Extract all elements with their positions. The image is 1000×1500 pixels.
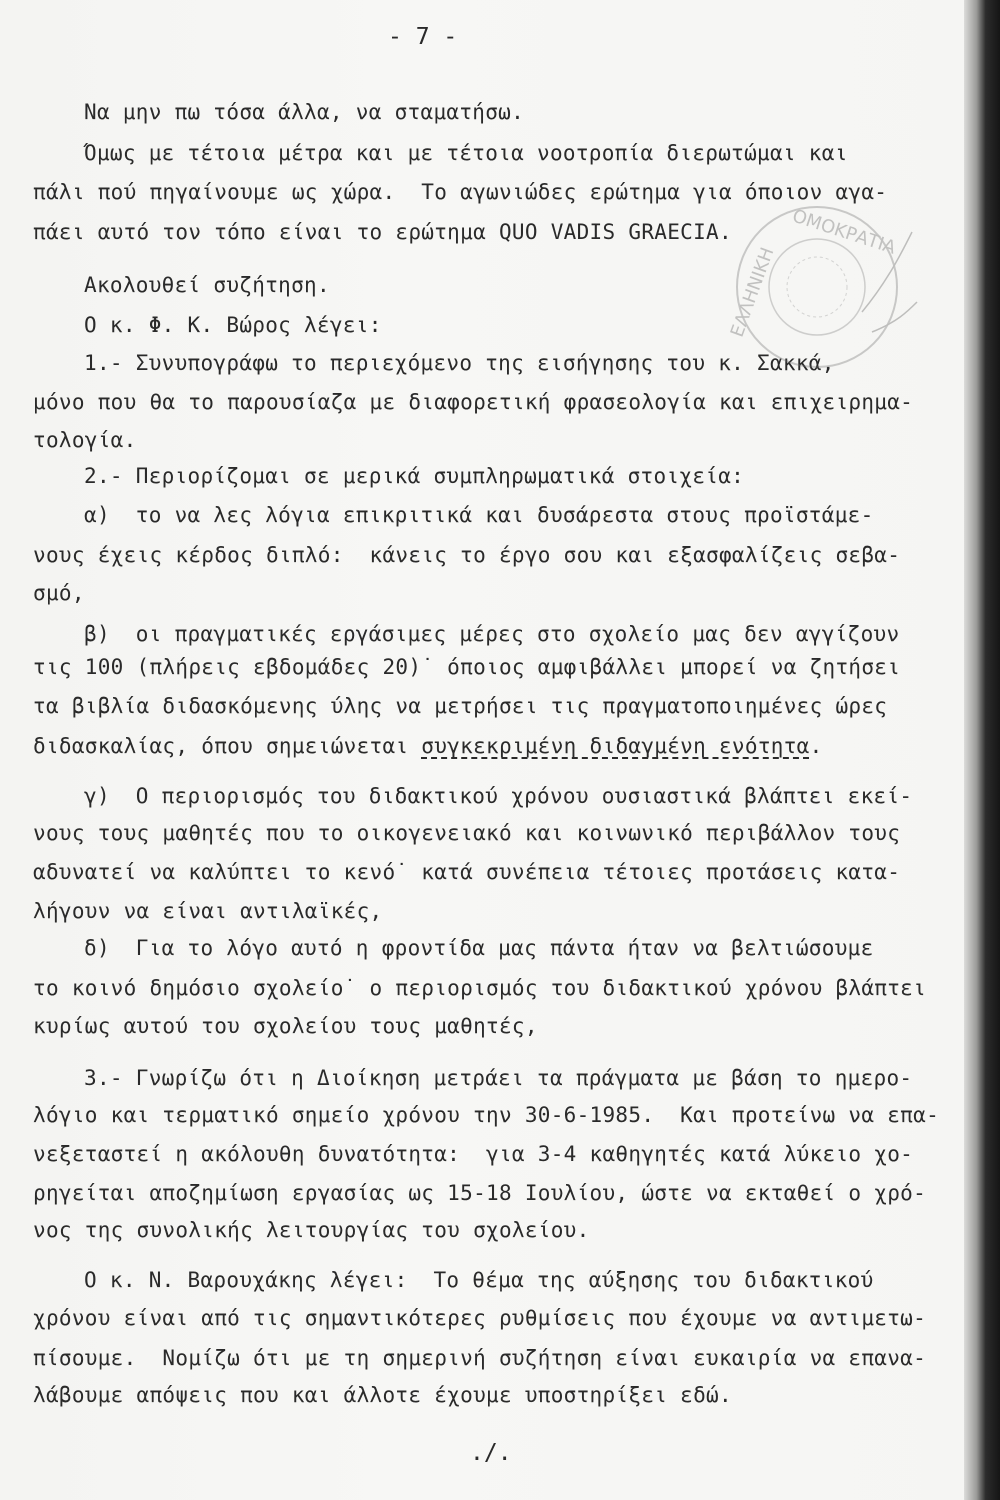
text-line: 3.- Γνωρίζω ότι η Διοίκηση μετράει τα πράγματα με βάση το ημερο- — [84, 1066, 913, 1090]
text-line: πάει αυτό τον τόπο είναι το ερώτημα QUO VADIS GRAECIA. — [33, 220, 732, 244]
svg-text:ΕΛΛΗΝΙΚΗ: ΕΛΛΗΝΙΚΗ — [726, 244, 779, 340]
text-line: νους έχεις κέρδος διπλό: κάνεις το έργο σου και εξασφαλίζεις σεβα- — [33, 543, 901, 567]
text-line: μόνο που θα το παρουσίαζα με διαφορετική φρασεολογία και επιχειρημα- — [33, 390, 914, 414]
text-line: τις 100 (πλήρεις εβδομάδες 20)˙ όποιος αμφιβάλλει μπορεί να ζητήσει — [33, 655, 901, 679]
svg-text:ΟΜΟΚΡΑΤΙΑ: ΟΜΟΚΡΑΤΙΑ — [789, 205, 899, 259]
text-line: Όμως με τέτοια μέτρα και με τέτοια νοοτροπία διερωτώμαι και — [84, 141, 848, 165]
text-line: ρηγείται αποζημίωση εργασίας ως 15-18 Ιουλίου, ώστε να εκταθεί ο χρό- — [33, 1181, 927, 1205]
text-line: γ) Ο περιορισμός του διδακτικού χρόνου ουσιαστικά βλάπτει εκεί- — [84, 784, 913, 808]
text-line: χρόνου είναι από τις σημαντικότερες ρυθμίσεις που έχουμε να αντιμετω- — [33, 1306, 927, 1330]
text-span: διδασκαλίας, όπου σημειώνεται — [33, 734, 422, 758]
text-line: δ) Για το λόγο αυτό η φροντίδα μας πάντα ήταν να βελτιώσουμε — [84, 936, 874, 960]
text-line: λάβουμε απόψεις που και άλλοτε έχουμε υποστηρίξει εδώ. — [33, 1383, 732, 1407]
text-line: α) το να λες λόγια επικριτικά και δυσάρεστα στους προϊστάμε- — [84, 503, 874, 527]
text-line: τα βιβλία διδασκόμενης ύλης να μετρήσει τις πραγματοποιημένες ώρες — [33, 694, 888, 718]
text-line: λόγιο και τερματικό σημείο χρόνου την 30-6-1985. Και προτείνω να επα- — [33, 1103, 940, 1127]
text-line: κυρίως αυτού του σχολείου τους μαθητές, — [33, 1014, 538, 1038]
text-span: . — [809, 734, 823, 758]
text-line: πάλι πού πηγαίνουμε ως χώρα. Το αγωνιώδες ερώτημα για όποιον αγα- — [33, 180, 888, 204]
text-line: Ακολουθεί συζήτηση. — [84, 273, 330, 297]
text-line: β) οι πραγματικές εργάσιμες μέρες στο σχολείο μας δεν αγγίζουν — [84, 622, 900, 646]
page-number: - 7 - — [388, 24, 458, 50]
text-line: πίσουμε. Νομίζω ότι με τη σημερινή συζήτηση είναι ευκαιρία να επανα- — [33, 1346, 927, 1370]
page-edge-shadow — [964, 0, 1000, 1500]
underlined-phrase: συγκεκριμένη διδαγμένη ενότητα — [421, 734, 810, 758]
text-line: αδυνατεί να καλύπτει το κενό˙ κατά συνέπεια τέτοιες προτάσεις κατα- — [33, 860, 901, 884]
official-stamp — [712, 192, 922, 382]
text-line: λήγουν να είναι αντιλαϊκές, — [33, 899, 383, 923]
text-line — [33, 733, 823, 759]
text-line: τολογία. — [33, 428, 137, 452]
text-line: νους τους μαθητές που το οικογενειακό και κοινωνικό περιβάλλον τους — [33, 821, 901, 845]
text-line: νος της συνολικής λειτουργίας του σχολείου. — [33, 1218, 590, 1242]
text-line: 2.- Περιορίζομαι σε μερικά συμπληρωματικά στοιχεία: — [84, 464, 745, 488]
text-line: νεξεταστεί η ακόλουθη δυνατότητα: για 3-4 καθηγητές κατά λύκειο χο- — [33, 1142, 914, 1166]
continuation-mark: ./. — [470, 1440, 512, 1466]
text-line: Ο κ. Ν. Βαρουχάκης λέγει: Το θέμα της αύξησης του διδακτικού — [84, 1268, 874, 1292]
text-line: Ο κ. Φ. Κ. Βώρος λέγει: — [84, 313, 382, 337]
text-line: Να μην πω τόσα άλλα, να σταματήσω. — [84, 100, 525, 124]
text-line: 1.- Συνυπογράφω το περιεχόμενο της εισήγησης του κ. Σακκά, — [84, 351, 835, 375]
text-line: το κοινό δημόσιο σχολείο˙ ο περιορισμός του διδακτικού χρόνου βλάπτει — [33, 976, 927, 1000]
text-line: σμό, — [33, 581, 85, 605]
